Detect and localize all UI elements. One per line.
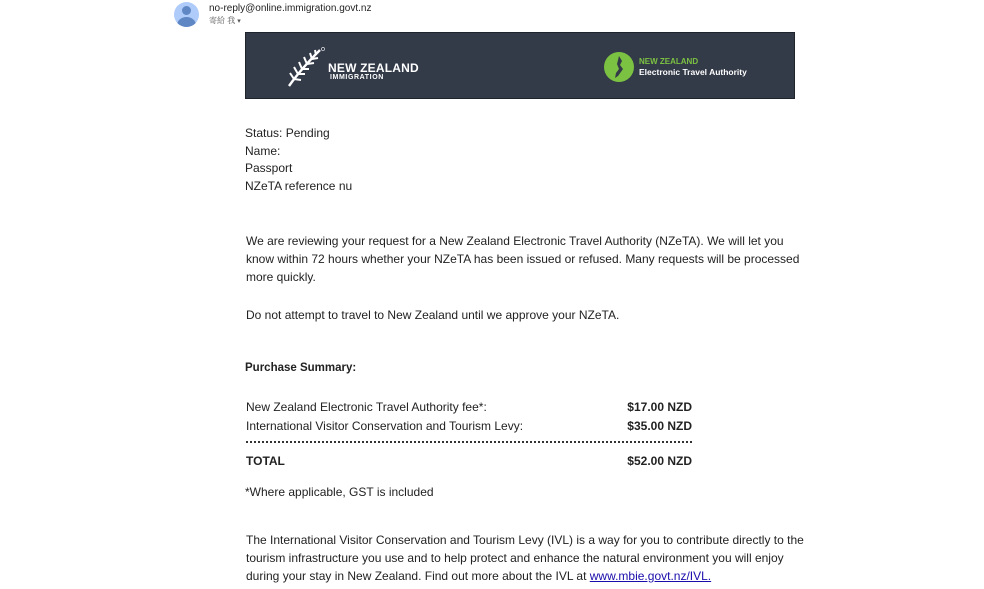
total-amount: $52.00 NZD (627, 454, 692, 468)
silver-fern-icon (286, 46, 326, 88)
total-label: TOTAL (246, 454, 285, 468)
inz-logo-title: NEW ZEALAND (328, 61, 419, 75)
ivl-text: The International Visitor Conservation and Tourism Levy (IVL) is a way for you to contribute directly to the tourism infrastructure you use and to help protect and enhance the natural environment you will enjoy during your stay in New Zealand. Find out more about the IVL at (246, 533, 804, 583)
review-paragraph: We are reviewing your request for a New Zealand Electronic Travel Authority (NZeTA). We will let you know within 72 hours whether your NZeTA has been issued or refused. Many requests will be processed more quickly. (246, 234, 800, 284)
purchase-line-item (246, 400, 692, 414)
avatar-body-shape (177, 17, 196, 27)
line-item-label: International Visitor Conservation and Tourism Levy: (246, 419, 524, 433)
ivl-paragraph (246, 531, 806, 585)
email-banner (245, 32, 795, 99)
gst-note: *Where applicable, GST is included (245, 485, 434, 499)
chevron-down-icon[interactable]: ▾ (237, 18, 241, 25)
dotted-divider (246, 441, 692, 443)
reference-line: NZeTA reference nu (245, 179, 353, 193)
passport-line: Passport (245, 161, 293, 175)
line-item-label: New Zealand Electronic Travel Authority fee*: (246, 400, 487, 414)
name-line: Name: (245, 144, 281, 158)
purchase-total-row (246, 454, 692, 468)
purchase-summary-title: Purchase Summary: (245, 362, 357, 374)
email-header (0, 0, 984, 32)
line-item-amount: $35.00 NZD (627, 419, 692, 433)
travel-warning: Do not attempt to travel to New Zealand until we approve your NZeTA. (246, 308, 620, 322)
nzeta-logo-icon (604, 52, 634, 82)
recipient-dropdown[interactable] (209, 15, 241, 26)
nz-map-icon (604, 52, 634, 82)
recipient-label: 寄給 我 (209, 16, 236, 25)
purchase-line-item (246, 419, 692, 433)
ivl-link[interactable]: www.mbie.govt.nz/IVL. (589, 569, 712, 583)
line-item-amount: $17.00 NZD (627, 400, 692, 414)
status-line: Status: Pending (245, 126, 330, 140)
sender-avatar[interactable] (174, 2, 199, 27)
avatar-head-shape (182, 6, 191, 15)
sender-address[interactable]: no-reply@online.immigration.govt.nz (209, 3, 372, 14)
inz-logo-subtitle: IMMIGRATION (330, 74, 384, 81)
nzeta-logo-subtitle: Electronic Travel Authority (639, 67, 747, 77)
nzeta-logo-title: NEW ZEALAND (639, 57, 699, 66)
